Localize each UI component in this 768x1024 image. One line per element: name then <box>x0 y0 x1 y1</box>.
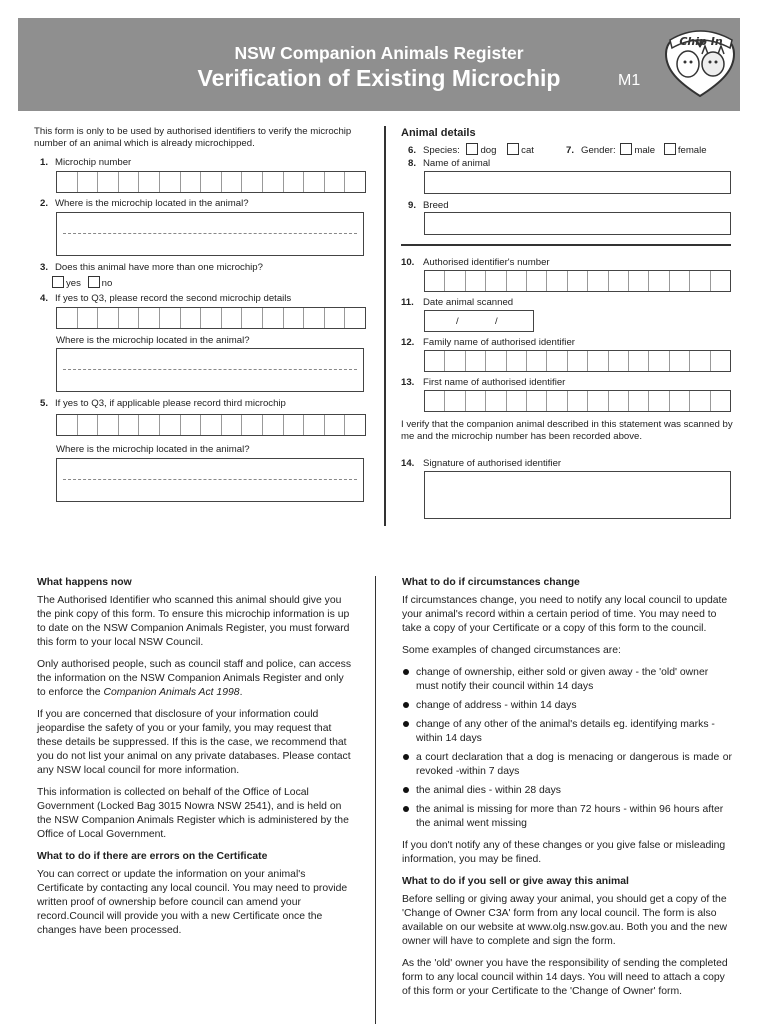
q12-label: 12. Family name of authorised identifier <box>401 337 575 348</box>
q2-label: 2. Where is the microchip located in the animal? <box>40 198 249 209</box>
section-rule <box>401 244 731 246</box>
access-text: Only authorised people, such as council staff and police, can access the information on the NSW Companion Animals Register and only to enforce the Companion Animals Act 1998. <box>37 659 352 698</box>
family-name-input[interactable] <box>424 350 731 372</box>
signature-input[interactable] <box>424 471 731 519</box>
second-microchip-input[interactable] <box>56 307 366 329</box>
info-right-column <box>402 576 732 1007</box>
animal-name-input[interactable] <box>424 171 731 194</box>
what-happens-text: The Authorised Identifier who scanned this animal should give you the pink copy of this form. To ensure this microchip information is up to date on the NSW Companion Animals Register, you must forward this form to your local NSW Council. <box>37 595 350 648</box>
form-title: Verification of Existing Microchip <box>197 65 561 91</box>
list-item: change of any other of the animal's details eg. identifying marks - within 14 days <box>402 718 732 746</box>
declaration-text: I verify that the companion animal described in this statement was scanned by me and the microchip number has been recorded above. <box>401 419 733 442</box>
date-scanned-input[interactable]: / / <box>424 310 534 332</box>
list-item: change of ownership, either sold or given away - the 'old' owner must notify their council within 14 days <box>402 666 732 694</box>
errors-heading: What to do if there are errors on the Certificate <box>37 851 268 862</box>
chip-in-logo <box>658 24 742 104</box>
dog-checkbox[interactable] <box>466 143 478 155</box>
q14-label: 14. Signature of authorised identifier <box>401 458 562 469</box>
q8-label: 8. Name of animal <box>408 158 491 169</box>
circumstances-text: If circumstances change, you need to notify any local council to update your animal's record within a certain period of time. You may need to take a copy of your Certificate or a copy of this form to the council. <box>402 595 728 634</box>
q3-options <box>52 276 112 290</box>
female-checkbox[interactable] <box>664 143 676 155</box>
q10-label: 10. Authorised identifier's number <box>401 257 550 268</box>
info-left-column <box>37 576 353 946</box>
register-name: NSW Companion Animals Register <box>234 43 524 63</box>
no-checkbox[interactable] <box>88 276 100 288</box>
sell-heading: What to do if you sell or give away this animal <box>402 876 629 887</box>
privacy-text: If you are concerned that disclosure of your information could jeopardise the safety of you or your family, you may request that these details be suppressed. If this is the case, we recommend that you do not list your animal on any private databases. Please contact any NSW local council for more information. <box>37 709 351 776</box>
q11-label: 11. Date animal scanned <box>401 297 514 308</box>
header-banner <box>18 18 740 111</box>
identifier-number-input[interactable] <box>424 270 731 292</box>
collection-text: This information is collected on behalf of the Office of Local Government (Locked Bag 3015 Nowra NSW 2541), and is held on the NSW Companion Animals Register which is administered by the Office of Local Government. <box>37 787 349 840</box>
fine-warning: If you don't notify any of these changes or you give false or misleading information, you may be fined. <box>402 840 726 865</box>
q5-location-label: Where is the microchip located in the animal? <box>56 444 250 455</box>
q3-label: 3. Does this animal have more than one microchip? <box>40 262 263 273</box>
microchip-number-input[interactable] <box>56 171 366 193</box>
logo-text: Chip In <box>679 35 723 48</box>
examples-intro: Some examples of changed circumstances are: <box>402 645 621 656</box>
yes-label: yes <box>66 278 81 289</box>
q13-label: 13. First name of authorised identifier <box>401 377 566 388</box>
column-divider <box>384 126 386 526</box>
list-item: the animal is missing for more than 72 hours - within 96 hours after the animal went missing <box>402 803 732 831</box>
cat-checkbox[interactable] <box>507 143 519 155</box>
third-microchip-input[interactable] <box>56 414 366 436</box>
animal-details-heading: Animal details <box>401 127 476 139</box>
male-checkbox[interactable] <box>620 143 632 155</box>
breed-input[interactable] <box>424 212 731 235</box>
second-location-input[interactable] <box>56 348 364 392</box>
old-owner-text: As the 'old' owner you have the responsibility of sending the completed form to any local council within 14 days. You will need to attach a copy of this form or your Certificate to the 'Change of Owner' form. <box>402 958 728 997</box>
changes-list <box>402 666 732 831</box>
first-name-input[interactable] <box>424 390 731 412</box>
third-location-input[interactable] <box>56 458 364 502</box>
q6-row: 6. Species: dog cat <box>408 145 534 156</box>
list-item: change of address - within 14 days <box>402 699 732 713</box>
circumstances-heading: What to do if circumstances change <box>402 577 580 588</box>
q5-label: 5. If yes to Q3, if applicable please record third microchip <box>40 398 286 409</box>
intro-text: This form is only to be used by authorised identifiers to verify the microchip number of an animal which is already microchipped. <box>34 126 352 149</box>
sell-text: Before selling or giving away your animal, you should get a copy of the 'Change of Owner C3A' form from any local council. The form is also available on our website at www.olg.nsw.gov.au. Both you and the new owner will have to complete and sign the form. <box>402 894 728 947</box>
q9-label: 9. Breed <box>408 200 449 211</box>
what-happens-heading: What happens now <box>37 577 132 588</box>
q4-label: 4. If yes to Q3, please record the second microchip details <box>40 293 292 304</box>
list-item: a court declaration that a dog is menacing or dangerous is made or revoked -within 7 days <box>402 751 732 779</box>
no-label: no <box>101 278 113 289</box>
microchip-location-input[interactable] <box>56 212 364 256</box>
errors-text: You can correct or update the information on your animal's Certificate by contacting any local council. You may need to provide written proof of ownership before council can amend your record.Council will provide you with a new Certificate once the changes have been processed. <box>37 869 348 936</box>
form-code: M1 <box>618 72 641 89</box>
info-divider <box>375 576 376 1024</box>
q1-label: 1. Microchip number <box>40 157 132 168</box>
q7-row: 7. Gender: male female <box>566 145 707 156</box>
yes-checkbox[interactable] <box>52 276 64 288</box>
q4-location-label: Where is the microchip located in the animal? <box>56 335 250 346</box>
list-item: the animal dies - within 28 days <box>402 784 732 798</box>
